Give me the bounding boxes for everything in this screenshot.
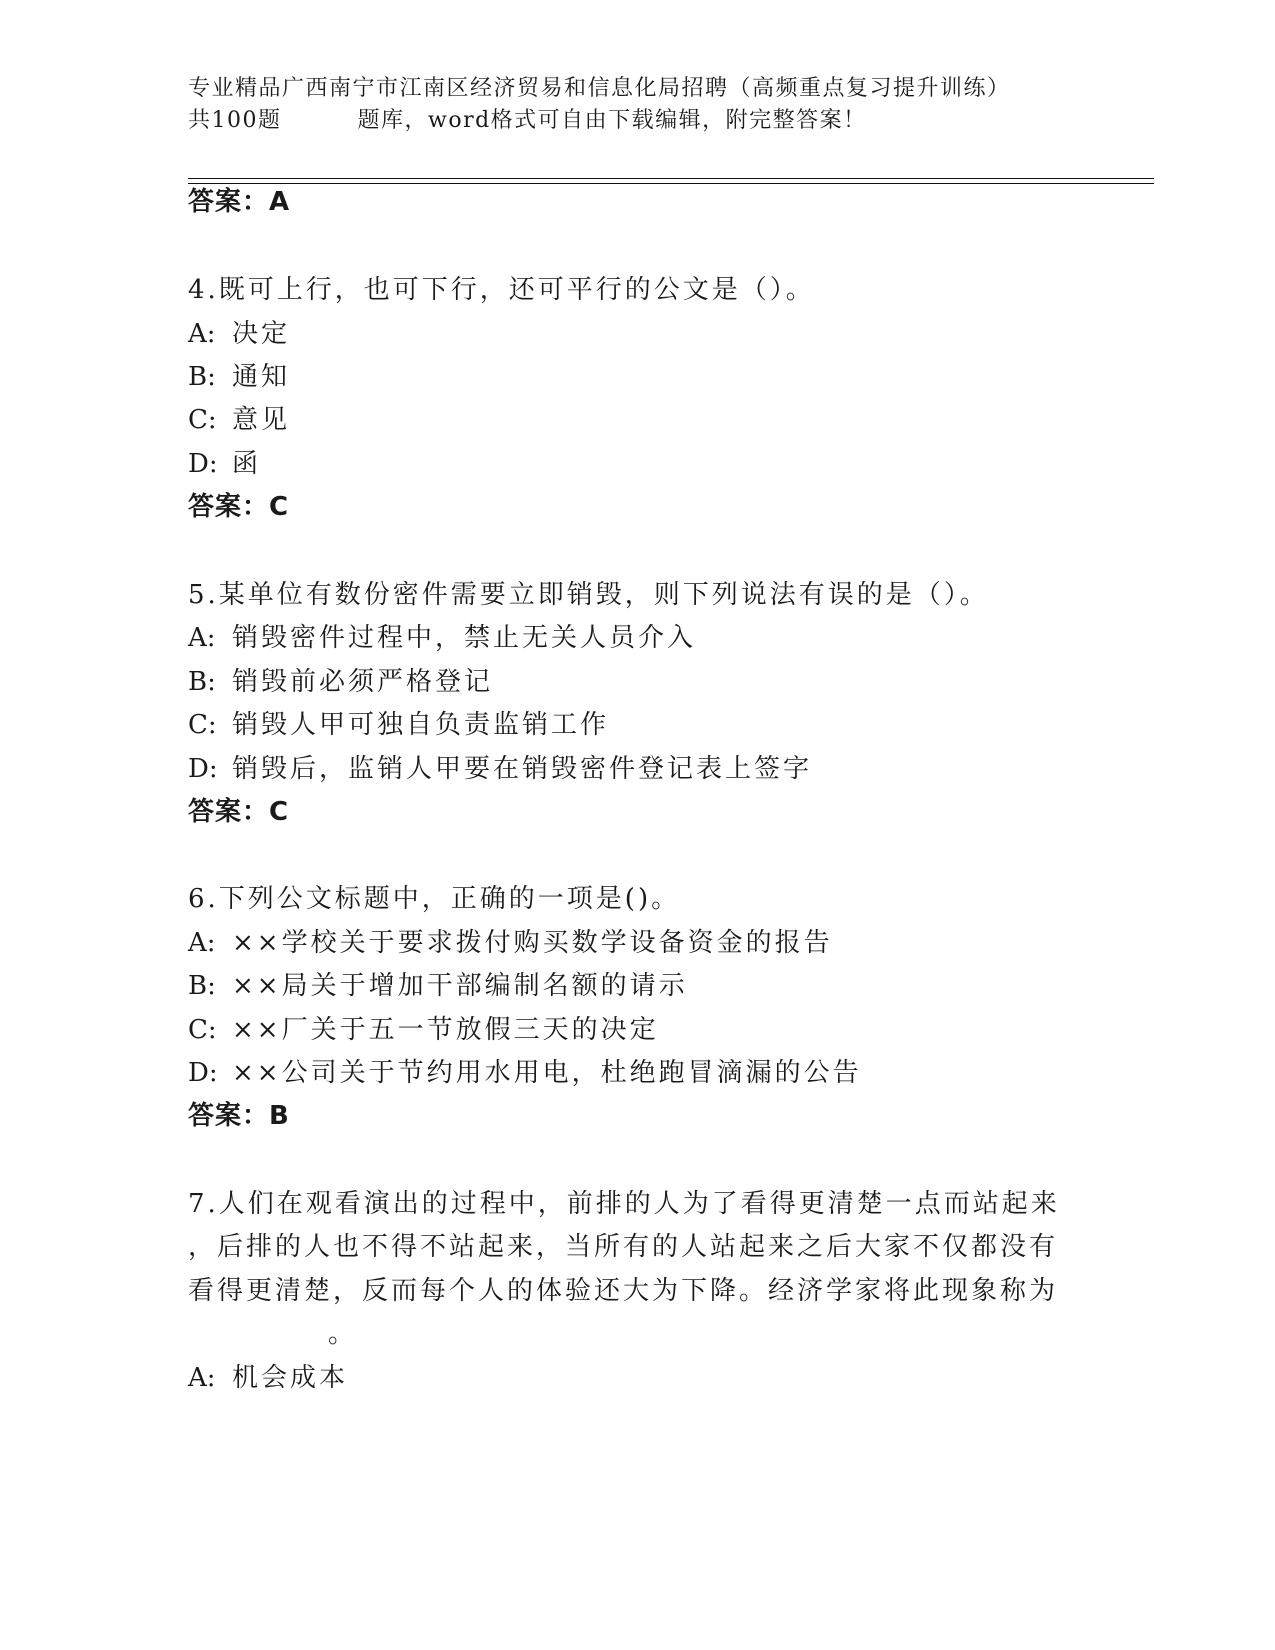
question-6-option-a: A: ××学校关于要求拨付购买数学设备资金的报告 (188, 928, 833, 958)
header-description: 题库，word格式可自由下载编辑，附完整答案！ (357, 108, 867, 133)
question-4-option-a: A: 决定 (188, 319, 291, 349)
question-6-option-c: C: ××厂关于五一节放假三天的决定 (188, 1015, 659, 1045)
previous-answer: 答案：A (188, 187, 291, 217)
question-7-stem-line-4: 。 (328, 1319, 358, 1349)
header-title-line: 专业精品广西南宁市江南区经济贸易和信息化局招聘（高频重点复习提升训练） (188, 76, 1011, 101)
document-header (188, 73, 1148, 137)
question-7-stem-line-2: ，后排的人也不得不站起来，当所有的人站起来之后大家不仅都没有 (188, 1232, 1059, 1262)
question-6-option-b: B: ××局关于增加干部编制名额的请示 (188, 971, 688, 1001)
question-4-answer: 答案：C (188, 492, 290, 522)
header-divider-top (188, 178, 1154, 179)
question-6-option-d: D: ××公司关于节约用水用电，杜绝跑冒滴漏的公告 (188, 1058, 862, 1088)
question-5-option-c: C: 销毁人甲可独自负责监销工作 (188, 710, 610, 740)
question-4-option-d: D: 函 (188, 449, 262, 479)
question-7-stem-line-1: 7.人们在观看演出的过程中，前排的人为了看得更清楚一点而站起来 (188, 1189, 1060, 1219)
question-5-option-b: B: 销毁前必须严格登记 (188, 667, 494, 697)
header-subtitle-line (188, 105, 1148, 137)
question-7-stem-line-3: 看得更清楚，反而每个人的体验还大为下降。经济学家将此现象称为 (188, 1276, 1059, 1306)
question-6-stem: 6.下列公文标题中，正确的一项是()。 (188, 884, 681, 914)
question-5-stem: 5.某单位有数份密件需要立即销毁，则下列说法有误的是（）。 (188, 580, 989, 610)
question-4-stem: 4.既可上行，也可下行，还可平行的公文是（）。 (188, 275, 815, 305)
header-question-count: 共100题 (188, 108, 282, 133)
question-5-option-a: A: 销毁密件过程中，禁止无关人员介入 (188, 623, 697, 653)
header-divider-bottom (188, 183, 1154, 184)
question-5-answer: 答案：C (188, 797, 290, 827)
question-4-option-c: C: 意见 (188, 405, 291, 435)
question-7-option-a: A: 机会成本 (188, 1363, 349, 1393)
question-5-option-d: D: 销毁后，监销人甲要在销毁密件登记表上签字 (188, 754, 813, 784)
question-6-answer: 答案：B (188, 1101, 290, 1131)
question-4-option-b: B: 通知 (188, 362, 291, 392)
